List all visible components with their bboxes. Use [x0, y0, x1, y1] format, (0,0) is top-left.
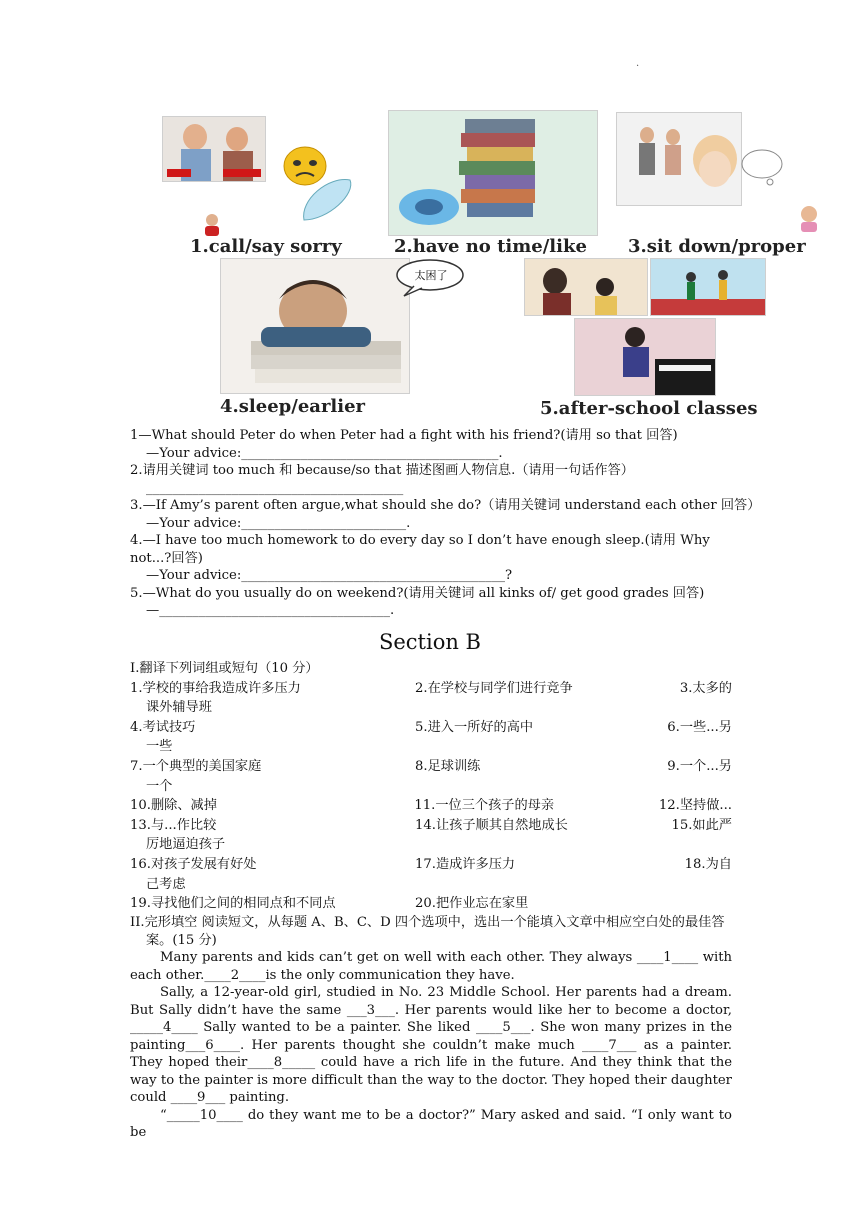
translation-row — [130, 757, 732, 777]
header-mark: . — [636, 58, 640, 69]
translation-row — [130, 855, 732, 875]
translation-item: 5.进入一所好的高中 — [415, 719, 534, 735]
translation-section — [130, 659, 732, 914]
caption-4: 4.sleep/earlier — [220, 396, 366, 417]
translation-continuation: 一个 — [146, 778, 173, 794]
small-girl-icon — [796, 204, 822, 232]
question-2: 2.请用关键词 too much 和 because/so that 描述图画人物信息.（请用一句话作答） — [130, 463, 634, 478]
picture-dance-class — [650, 258, 766, 316]
translation-item: 6.一些...另 — [667, 719, 732, 735]
translation-item: 18.为自 — [684, 856, 732, 872]
answer-line-2: _______________________________________ — [146, 480, 404, 496]
translation-item: 10.删除、减掉 — [130, 798, 217, 814]
answer-line-3: —Your advice:_________________________. — [146, 515, 411, 531]
section-b-title: Section B — [378, 630, 481, 654]
picture-piano-girl — [574, 318, 716, 396]
translation-row — [130, 816, 732, 836]
answer-line-4: —Your advice:________________________________________? — [146, 568, 513, 583]
picture-boys-fighting — [162, 116, 266, 182]
translation-item: 11.一位三个孩子的母亲 — [414, 798, 555, 814]
cloze-section — [130, 914, 732, 1142]
translation-continuation: 一些 — [146, 739, 173, 755]
answer-line-1: —Your advice:_______________________________________. — [146, 445, 503, 461]
answer-line-5: —___________________________________. — [146, 603, 395, 618]
translation-item: 20.把作业忘在家里 — [415, 896, 529, 912]
translation-row — [130, 679, 732, 699]
question-3: 3.—If Amy’s parent often argue,what should she do?（请用关键词 understand each other 回答） — [130, 498, 761, 513]
caption-2: 2.have no time/like — [394, 236, 587, 257]
translation-continuation: 己考虑 — [146, 876, 186, 892]
translation-item: 13.与...作比较 — [130, 817, 217, 833]
translation-item: 12.坚持做... — [658, 798, 732, 814]
question-block — [130, 427, 761, 620]
caption-1: 1.call/say sorry — [190, 236, 342, 257]
small-child-icon — [200, 212, 224, 236]
translation-continuation: 课外辅导班 — [146, 700, 212, 716]
passage-paragraph-3: “_____10____ do they want me to be a doctor?” Mary asked and said. “I only want to be — [130, 1107, 732, 1140]
translation-item: 4.考试技巧 — [130, 719, 196, 735]
picture-boy-sleeping — [220, 258, 410, 394]
question-1: 1—What should Peter do when Peter had a fight with his friend?(请用 so that 回答) — [130, 428, 678, 443]
part2-title: II.完形填空 阅读短文，从每题 A、B、C、D 四个选项中，选出一个能填入文章中相应空白处的最佳答案。(15 分) — [130, 915, 725, 948]
question-4: 4.—I have too much homework to do every day so I don’t have enough sleep.(请用 Why not...?回答) — [130, 533, 710, 566]
picture-parents-arguing — [616, 112, 742, 206]
thought-bubble-icon — [298, 170, 356, 226]
speech-bubble-text: 太困了 — [414, 269, 448, 282]
translation-row — [130, 718, 732, 738]
part1-title: I.翻译下列词组或短句（10 分） — [130, 661, 319, 676]
caption-3: 3.sit down/proper — [628, 236, 806, 257]
speech-bubble — [392, 258, 466, 298]
translation-item: 7.一个典型的美国家庭 — [130, 758, 262, 774]
translation-item: 2.在学校与同学们进行竞争 — [415, 680, 573, 696]
translation-item: 14.让孩子顺其自然地成长 — [415, 817, 568, 833]
translation-item: 3.太多的 — [679, 680, 732, 696]
translation-item: 16.对孩子发展有好处 — [130, 856, 257, 872]
question-5: 5.—What do you usually do on weekend?(请用关键词 all kinks of/ get good grades 回答) — [130, 585, 705, 601]
caption-5: 5.after-school classes — [540, 398, 758, 419]
translation-item: 1.学校的事给我造成许多压力 — [130, 680, 301, 696]
picture-book-stack — [388, 110, 598, 236]
translation-continuation: 厉地逼迫孩子 — [146, 837, 226, 853]
translation-row — [130, 894, 732, 914]
translation-item: 15.如此严 — [671, 817, 732, 833]
picture-class-teaching — [524, 258, 648, 316]
translation-item: 19.寻找他们之间的相同点和不同点 — [130, 896, 336, 912]
passage-paragraph-1: Many parents and kids can’t get on well with each other. They always ____1____ with each other.____2____is the only communication they have. — [130, 950, 732, 983]
translation-item: 17.造成许多压力 — [415, 856, 516, 872]
translation-item: 8.足球训练 — [415, 758, 481, 774]
translation-row — [130, 796, 732, 816]
passage-paragraph-2: Sally, a 12-year-old girl, studied in No. 23 Middle School. Her parents had a dream. But Sally didn’t have the same ___3___. Her parents would like her to become a doctor, _____4____ Sally wanted to be a painter. She liked ____5___. She won many prizes in the painting___6____. Her parents thought she couldn’t make much ____7___ as a painter. They hoped their____8_____ could have a rich life in the future. And they think that the way to the painter is more difficult than the way to the doctor. They hoped their daughter could ____9___ painting. — [130, 985, 732, 1105]
translation-item: 9.一个...另 — [667, 758, 732, 774]
cloud-bubble-icon — [740, 146, 784, 188]
